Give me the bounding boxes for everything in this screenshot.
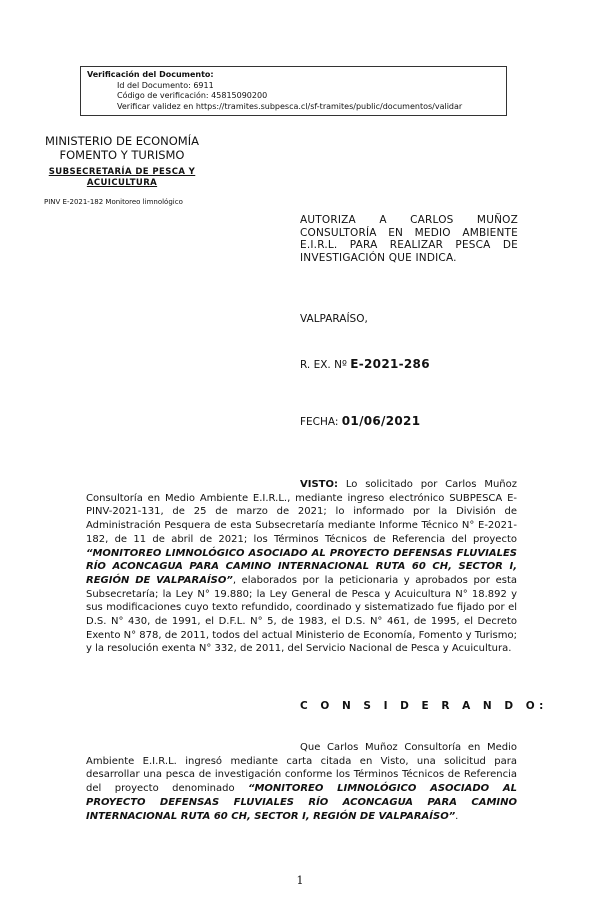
considerando-paragraph bbox=[86, 741, 517, 823]
visto-project-title: “MONITOREO LIMNOLÓGICO ASOCIADO AL PROYECTO DEFENSAS FLUVIALES RÍO ACONCAGUA PARA CAMINO INTERNACIONAL RUTA 60 CH, SECTOR I, REGIÓN DE VALPARAÍSO” bbox=[86, 547, 517, 586]
resolution-prefix: R. EX. Nº bbox=[300, 359, 347, 371]
verification-title: Verificación del Documento: bbox=[87, 70, 214, 79]
file-reference: PINV E-2021-182 Monitoreo limnológico bbox=[44, 198, 183, 206]
considerando-text: Que Carlos Muñoz Consultoría en Medio Ambiente E.I.R.L. ingresó mediante carta citada en Visto, una solicitud para desarrollar una pesca de investigación conforme los Términos Técnicos de Referencia del proyecto denominado bbox=[86, 742, 517, 795]
verification-list bbox=[87, 81, 500, 113]
date-label: FECHA: bbox=[300, 416, 339, 428]
page-number: 1 bbox=[296, 874, 304, 887]
considerando-project-title: “MONITOREO LIMNOLÓGICO ASOCIADO AL PROYECTO DEFENSAS FLUVIALES RÍO ACONCAGUA PARA CAMINO INTERNACIONAL RUTA 60 CH, SECTOR I, REGIÓN DE VALPARAÍSO” bbox=[86, 783, 517, 822]
resolution-summary: AUTORIZA A CARLOS MUÑOZ CONSULTORÍA EN MEDIO AMBIENTE E.I.R.L. PARA REALIZAR PESCA DE INVESTIGACIÓN QUE INDICA. bbox=[300, 214, 518, 264]
resolution-id: E-2021-286 bbox=[350, 357, 430, 371]
ministry-line-2: FOMENTO Y TURISMO bbox=[59, 148, 185, 162]
visto-text: Lo solicitado por Carlos Muñoz Consultoría en Medio Ambiente E.I.R.L., mediante ingreso electrónico SUBPESCA E-PINV-2021-131, de 25 de marzo de 2021; lo informado por la División de Administración Pesquera de esta Subsecretaría mediante Informe Técnico N° E-2021-182, de 11 de abril de 2021; los Términos Técnicos de Referencia del proyecto bbox=[86, 479, 517, 545]
ministry-line-1: MINISTERIO DE ECONOMÍA bbox=[45, 134, 199, 148]
verification-doc-id: • Id del Documento: 6911 bbox=[117, 81, 500, 92]
city: VALPARAÍSO, bbox=[300, 313, 368, 325]
considerando-heading: C O N S I D E R A N D O: bbox=[300, 700, 548, 712]
visto-paragraph bbox=[86, 478, 517, 656]
verification-code: • Código de verificación: 45815090200 bbox=[117, 91, 500, 102]
verification-url[interactable]: • Verificar validez en https://tramites.subpesca.cl/sf-tramites/public/documentos/validar bbox=[117, 102, 500, 113]
visto-label: VISTO: bbox=[300, 479, 338, 490]
visto-text-end: , elaborados por la peticionaria y aprobados por esta Subsecretaría; la Ley N° 19.880; la Ley General de Pesca y Acuicultura N° 18.892 y sus modificaciones cuyo texto refundido, coordinado y sistematizado fue fijado por el D.S. N° 430, de 1991, el D.F.L. N° 5, de 1983, el D.S. N° 461, de 1995, el Decreto Exento N° 878, de 2011, todos del actual Ministerio de Economía, Fomento y Turismo; y la resolución exenta N° 332, de 2011, del Servicio Nacional de Pesca y Acuicultura. bbox=[86, 574, 517, 655]
verification-box bbox=[80, 66, 507, 116]
subsecretariat-name bbox=[32, 167, 212, 189]
resolution-number bbox=[300, 357, 430, 371]
resolution-date bbox=[300, 414, 420, 428]
subsec-line-1: SUBSECRETARÍA DE PESCA Y bbox=[48, 167, 196, 177]
ministry-name bbox=[32, 134, 212, 162]
date-value: 01/06/2021 bbox=[341, 414, 421, 428]
subsec-line-2: ACUICULTURA bbox=[86, 178, 158, 188]
considerando-text-end: . bbox=[455, 810, 459, 822]
